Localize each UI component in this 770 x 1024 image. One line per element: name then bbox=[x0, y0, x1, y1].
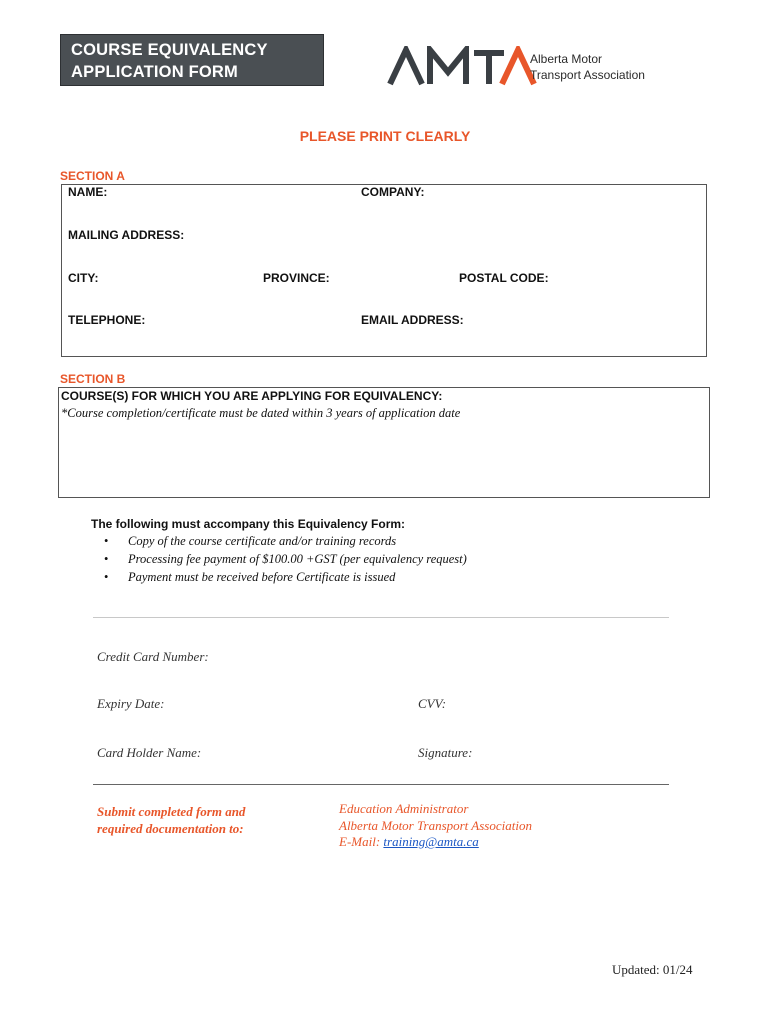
contact-block bbox=[339, 801, 532, 851]
city-field-label: CITY: bbox=[68, 271, 99, 285]
form-title-line2: APPLICATION FORM bbox=[71, 63, 238, 81]
email-field-label: EMAIL ADDRESS: bbox=[361, 313, 464, 327]
company-field-label: COMPANY: bbox=[361, 185, 425, 199]
card-holder-name-label: Card Holder Name: bbox=[97, 745, 202, 760]
list-item: • Processing fee payment of $100.00 +GST (per equivalency request) bbox=[104, 550, 467, 568]
section-a-box bbox=[61, 184, 707, 357]
section-a-label: SECTION A bbox=[60, 169, 125, 183]
requirements-title: The following must accompany this Equivalency Form: bbox=[91, 517, 406, 531]
logo-subtitle-line2: Transport Association bbox=[530, 68, 645, 82]
province-field-label: PROVINCE: bbox=[263, 271, 330, 285]
list-item: • Payment must be received before Certificate is issued bbox=[104, 568, 467, 586]
cvv-label: CVV: bbox=[418, 696, 447, 711]
submit-instructions bbox=[97, 803, 245, 837]
courses-date-note: *Course completion/certificate must be dated within 3 years of application date bbox=[61, 406, 461, 420]
section-b-box bbox=[58, 387, 710, 498]
form-title-box bbox=[60, 34, 324, 86]
name-field-label: NAME: bbox=[68, 185, 108, 199]
form-title-line1: COURSE EQUIVALENCY bbox=[71, 41, 268, 59]
postal-code-field-label: POSTAL CODE: bbox=[459, 271, 549, 285]
expiry-date-label: Expiry Date: bbox=[97, 696, 165, 711]
telephone-field-label: TELEPHONE: bbox=[68, 313, 146, 327]
logo-subtitle bbox=[530, 51, 645, 83]
email-prefix: E-Mail: bbox=[339, 834, 384, 849]
credit-card-number-label: Credit Card Number: bbox=[97, 649, 209, 664]
submit-line1: Submit completed form and bbox=[97, 804, 246, 819]
updated-date: Updated: 01/24 bbox=[612, 962, 693, 977]
logo-subtitle-line1: Alberta Motor bbox=[530, 52, 603, 66]
signature-label: Signature: bbox=[418, 745, 473, 760]
submit-line2: required documentation to: bbox=[97, 821, 244, 836]
mailing-address-field-label: MAILING ADDRESS: bbox=[68, 228, 185, 242]
section-b-label: SECTION B bbox=[60, 372, 126, 386]
contact-organization: Alberta Motor Transport Association bbox=[339, 817, 532, 833]
contact-email-line bbox=[339, 834, 532, 851]
contact-title: Education Administrator bbox=[339, 801, 469, 816]
email-link[interactable]: training@amta.ca bbox=[383, 834, 479, 849]
divider-top bbox=[93, 617, 669, 618]
courses-heading: COURSE(S) FOR WHICH YOU ARE APPLYING FOR EQUIVALENCY: bbox=[61, 389, 443, 403]
requirements-list bbox=[104, 532, 467, 586]
divider-bottom bbox=[93, 784, 669, 785]
list-item: • Copy of the course certificate and/or training records bbox=[104, 532, 467, 550]
print-clearly-notice: PLEASE PRINT CLEARLY bbox=[299, 128, 471, 144]
